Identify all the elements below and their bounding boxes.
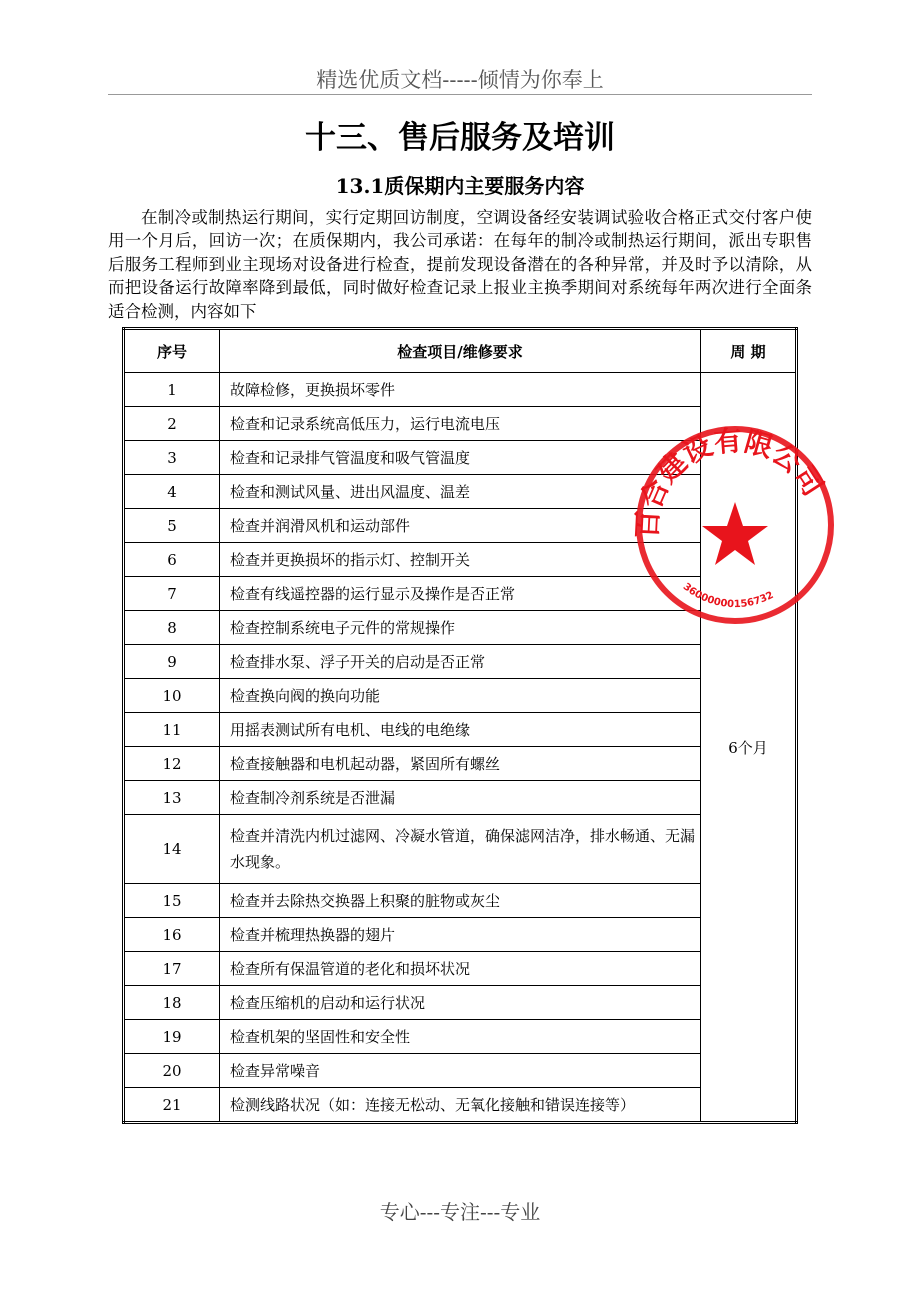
row-number: 4 (124, 475, 220, 509)
table-row (124, 986, 797, 1020)
col-header-item: 检查项目/维修要求 (220, 329, 701, 373)
row-item: 检查和记录系统高低压力，运行电流电压 (220, 407, 701, 441)
row-number: 14 (124, 815, 220, 884)
subsection-title: 13.1质保期内主要服务内容 (335, 174, 585, 198)
row-number: 11 (124, 713, 220, 747)
row-item: 检查并去除热交换器上积聚的脏物或灰尘 (220, 884, 701, 918)
period-cell: 6个月 (701, 373, 797, 1123)
table-row (124, 815, 797, 884)
row-item: 检查压缩机的启动和运行状况 (220, 986, 701, 1020)
table-row (124, 373, 797, 407)
header-divider (108, 94, 812, 95)
row-number: 20 (124, 1054, 220, 1088)
table-row (124, 713, 797, 747)
row-item: 用摇表测试所有电机、电线的电绝缘 (220, 713, 701, 747)
row-number: 9 (124, 645, 220, 679)
row-item: 检查制冷剂系统是否泄漏 (220, 781, 701, 815)
col-header-period: 周 期 (701, 329, 797, 373)
row-item: 检查控制系统电子元件的常规操作 (220, 611, 701, 645)
row-number: 16 (124, 918, 220, 952)
table-row (124, 1054, 797, 1088)
row-item: 检查和记录排气管温度和吸气管温度 (220, 441, 701, 475)
row-item: 检测线路状况（如：连接无松动、无氧化接触和错误连接等） (220, 1088, 701, 1123)
page-footer: 专心---专注---专业 (379, 1200, 541, 1224)
row-number: 17 (124, 952, 220, 986)
table-row (124, 781, 797, 815)
row-number: 8 (124, 611, 220, 645)
row-number: 7 (124, 577, 220, 611)
row-item: 检查并清洗内机过滤网、冷凝水管道，确保滤网洁净，排水畅通、无漏水现象。 (220, 815, 701, 884)
row-item: 检查所有保温管道的老化和损坏状况 (220, 952, 701, 986)
svg-text:36000000156732: 36000000156732 (680, 581, 776, 611)
row-item: 检查换向阀的换向功能 (220, 679, 701, 713)
col-header-no: 序号 (124, 329, 220, 373)
table-row (124, 679, 797, 713)
row-number: 5 (124, 509, 220, 543)
row-item: 检查接触器和电机起动器，紧固所有螺丝 (220, 747, 701, 781)
row-number: 12 (124, 747, 220, 781)
row-number: 10 (124, 679, 220, 713)
row-number: 19 (124, 1020, 220, 1054)
row-number: 3 (124, 441, 220, 475)
row-number: 21 (124, 1088, 220, 1123)
row-number: 1 (124, 373, 220, 407)
intro-paragraph: 在制冷或制热运行期间，实行定期回访制度，空调设备经安装调试验收合格正式交付客户使用一个月后，回访一次；在质保期内，我公司承诺：在每年的制冷或制热运行期间，派出专职售后服务工程师到业主现场对设备进行检查，提前发现设备潜在的各种异常，并及时予以清除，从而把设备运行故障率降到最低，同时做好检查记录上报业主换季期间对系统每年两次进行全面条适合检测，内容如下 (108, 208, 812, 321)
row-number: 15 (124, 884, 220, 918)
page-header: 精选优质文档-----倾情为你奉上 (316, 68, 604, 92)
row-item: 检查并更换损坏的指示灯、控制开关 (220, 543, 701, 577)
row-item: 检查有线遥控器的运行显示及操作是否正常 (220, 577, 701, 611)
company-seal (630, 420, 840, 630)
row-item: 检查排水泵、浮子开关的启动是否正常 (220, 645, 701, 679)
table-row (124, 747, 797, 781)
table-row (124, 952, 797, 986)
row-number: 2 (124, 407, 220, 441)
row-number: 18 (124, 986, 220, 1020)
row-item: 检查并润滑风机和运动部件 (220, 509, 701, 543)
row-item: 故障检修，更换损坏零件 (220, 373, 701, 407)
row-number: 6 (124, 543, 220, 577)
table-row (124, 1088, 797, 1123)
row-item: 检查机架的坚固性和安全性 (220, 1020, 701, 1054)
table-row (124, 918, 797, 952)
row-number: 13 (124, 781, 220, 815)
table-row (124, 1020, 797, 1054)
row-item: 检查异常噪音 (220, 1054, 701, 1088)
row-item: 检查并梳理热换器的翅片 (220, 918, 701, 952)
row-item: 检查和测试风量、进出风温度、温差 (220, 475, 701, 509)
table-row (124, 645, 797, 679)
table-row (124, 884, 797, 918)
section-title: 十三、售后服务及培训 (305, 120, 615, 156)
svg-text:百合建设有限公司: 百合建设有限公司 (630, 423, 830, 540)
